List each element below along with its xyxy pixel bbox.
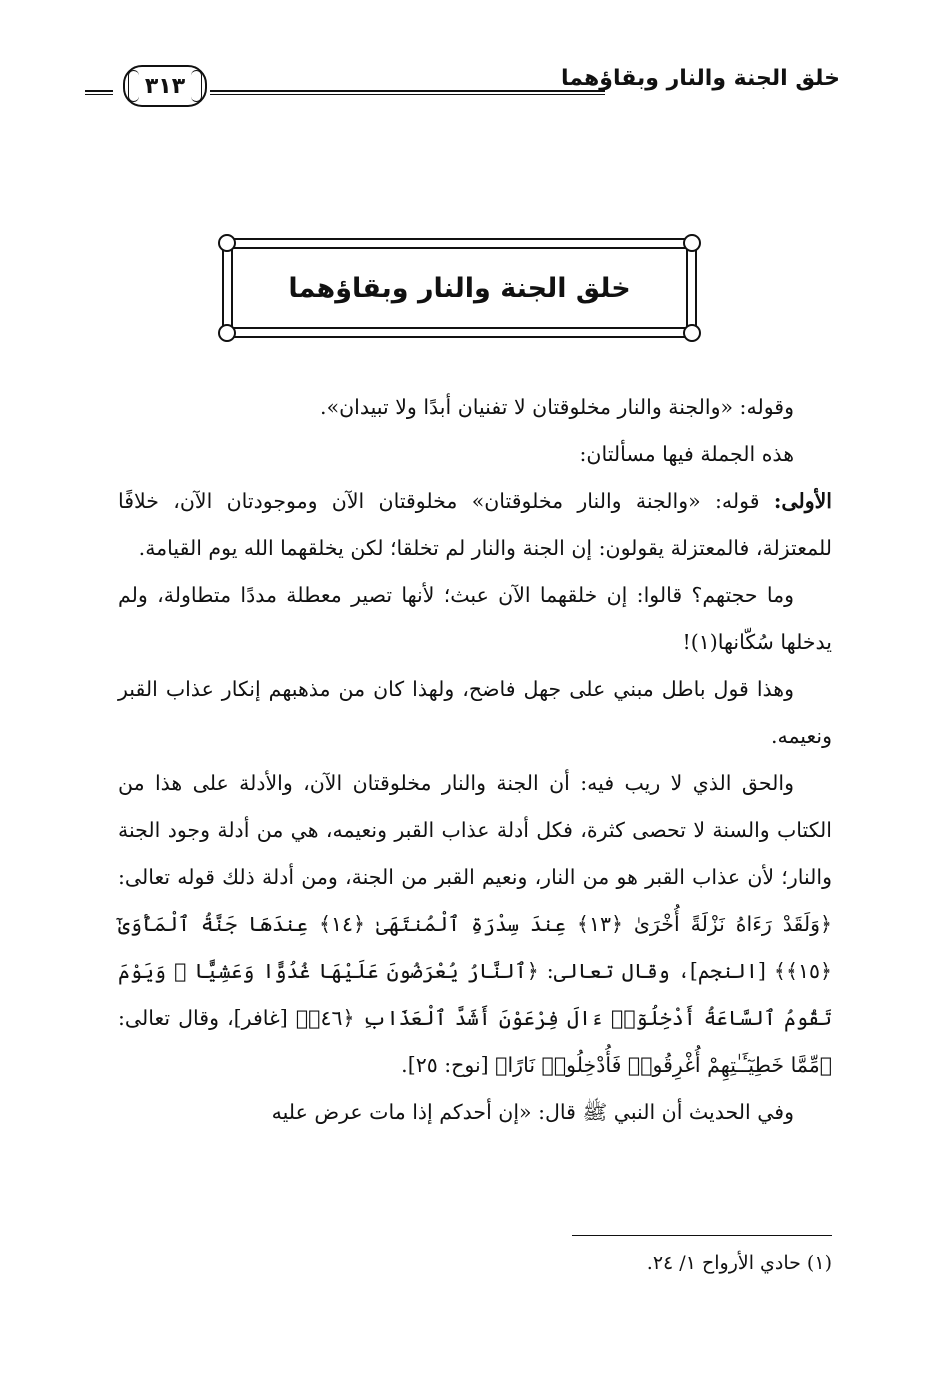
paragraph-text: قوله: «والجنة والنار مخلوقتان» مخلوقتان الآن وموجودتان الآن، خلافًا للمعتزلة، فالمعتزلة يقولون: إن الجنة والنار لم تخلقا؛ لكن يخلقهما الله يوم القيامة. bbox=[118, 489, 832, 560]
paragraph: وهذا قول باطل مبني على جهل فاضح، ولهذا كان من مذهبهم إنكار عذاب القبر ونعيمه. bbox=[118, 677, 832, 748]
running-title: خلق الجنة والنار وبقاؤهما bbox=[561, 66, 840, 91]
header-rule bbox=[210, 90, 605, 95]
paragraph: وفي الحديث أن النبي ﷺ قال: «إن أحدكم إذا مات عرض عليه bbox=[271, 1100, 794, 1124]
page-number: ٣١٣ bbox=[123, 65, 207, 107]
paragraph: والحق الذي لا ريب فيه: أن الجنة والنار مخلوقتان الآن، والأدلة على هذا من الكتاب والسنة لا تحصى كثرة، فكل أدلة عذاب القبر ونعيمه، هي من أدلة وجود الجنة والنار؛ لأن عذاب القبر هو من النار، ونعيم القبر من الجنة، ومن أدلة ذلك قوله تعالى: ﴿وَلَقَدْ رَءَاهُ نَزْلَةً أُخْرَىٰ ﴿١٣﴾ عِندَ سِدْرَةِ ٱلْمُنتَهَىٰ ﴿١٤﴾ عِندَهَا جَنَّةُ ٱلْمَأْوَىٰٓ ﴿١٥﴾﴾ [النجم]، وقال تعالى: ﴿ٱلنَّارُ يُعْرَضُونَ عَلَيْهَا غُدُوًّا وَعَشِيًّا ۖ وَيَوْمَ تَقُومُ ٱلسَّاعَةُ أَدْخِلُوٓا۟ ءَالَ فِرْعَوْنَ أَشَدَّ ٱلْعَذَابِ ﴿٤٦﴾﴾ [غافر]، وقال تعالى: ﴿مِّمَّا خَطِيٓـَٔـٰتِهِمْ أُغْرِقُوا۟ فَأُدْخِلُوا۟ نَارًا﴾ [نوح: ٢٥]. bbox=[118, 771, 832, 1077]
footnote: (١) حادي الأرواح ١/ ٢٤. bbox=[646, 1252, 832, 1274]
paragraph: وقوله: «والجنة والنار مخلوقتان لا تفنيان أبدًا ولا تبيدان». bbox=[320, 395, 794, 419]
section-title-frame bbox=[222, 238, 697, 338]
body-text bbox=[118, 384, 832, 1136]
footnote-rule bbox=[572, 1235, 832, 1236]
paragraph: هذه الجملة فيها مسألتان: bbox=[579, 442, 794, 466]
paragraph-lead: الأولى: bbox=[773, 489, 832, 513]
section-title: خلق الجنة والنار وبقاؤهما bbox=[288, 272, 631, 304]
header-rule-left bbox=[85, 90, 113, 95]
paragraph: وما حجتهم؟ قالوا: إن خلقهما الآن عبث؛ لأنها تصير معطلة مددًا متطاولة، ولم يدخلها سُكّانها(١)! bbox=[118, 583, 832, 654]
page-header bbox=[85, 60, 840, 108]
paragraph bbox=[118, 478, 832, 572]
